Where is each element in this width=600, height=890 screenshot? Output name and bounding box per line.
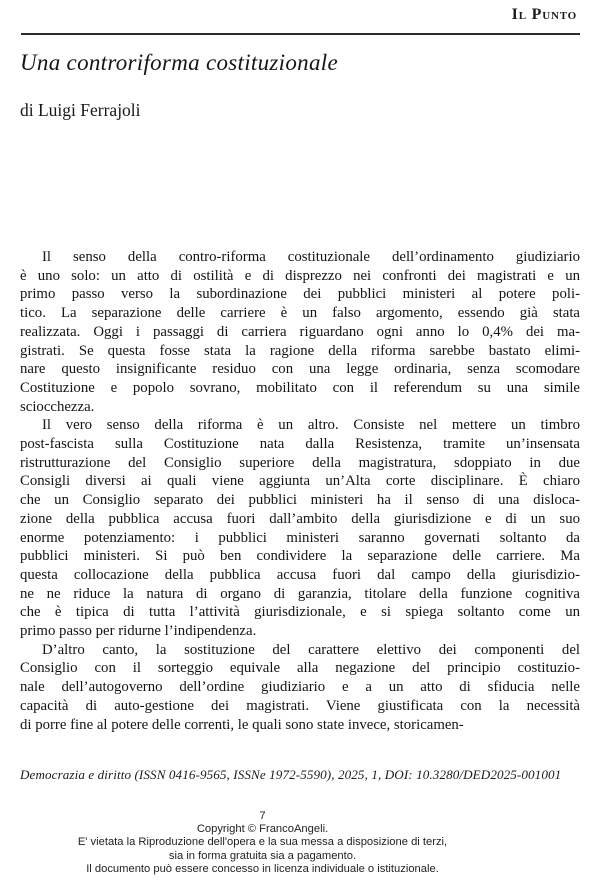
author-byline: di Luigi Ferrajoli [20, 100, 141, 120]
body-line: nare questo insignificante residuo con una legge ordinaria, senza scomodare [20, 361, 580, 378]
body-line: questa collocazione della pubblica accusa fuori dal campo della giurisdizio- [20, 566, 580, 583]
body-line: Costituzione e popolo sovrano, mobilitato con il referendum su una simile [20, 379, 580, 396]
page-title: Una controriforma costituzionale [20, 50, 338, 75]
body-line: capacità di auto-gestione dei magistrati. Viene giustificata con la necessità [20, 697, 580, 714]
body-line: D’altro canto, la sostituzione del carattere elettivo dei componenti del [42, 641, 580, 658]
body-line: primo passo verso la subordinazione dei pubblici ministeri al potere poli- [20, 286, 580, 303]
body-text [20, 248, 580, 734]
body-line: sciocchezza. [20, 398, 95, 415]
body-line: zione della pubblica accusa fuori dall’ambito della giurisdizione e di un suo [20, 510, 580, 527]
journal-citation-line: Democrazia e diritto (ISSN 0416-9565, ISSNe 1972-5590), 2025, 1, DOI: 10.3280/DED2025-001001 [20, 767, 562, 782]
running-head: Il Punto [511, 6, 577, 23]
copyright-line: Copyright © FrancoAngeli. [196, 823, 329, 836]
body-line: post-fascista sulla Costituzione nata dalla Resistenza, tramite un’insensata [20, 436, 580, 453]
body-line: tico. La separazione delle carriere è un falso argomento, essendo già stata [20, 305, 580, 322]
page-number: 7 [259, 810, 266, 822]
body-line: ristrutturazione del Consiglio superiore della magistratura, sdoppiato in due [20, 454, 580, 471]
copyright-line: E' vietata la Riproduzione dell'opera e la sua messa a disposizione di terzi, [77, 836, 448, 849]
body-line: primo passo per ridurne l’indipendenza. [20, 623, 257, 640]
body-line: pubblici ministeri. Si può ben condividere la separazione delle carriere. Ma [20, 548, 580, 565]
body-line: enorme potenziamento: i pubblici ministeri saranno governati soltanto da [20, 529, 580, 546]
paragraph [20, 416, 580, 640]
body-line: che è tipica di tutta l’attività giurisdizionale, e si spiega soltanto come un [20, 604, 580, 621]
body-line: Il vero senso della riforma è un altro. Consiste nel mettere un timbro [42, 417, 580, 434]
body-line: di porre fine al potere delle correnti, le quali sono state invece, storicamen- [20, 716, 464, 733]
paragraph [20, 248, 580, 416]
paragraph [20, 641, 580, 735]
body-line: ne ne riduce la natura di organo di garanzia, titolare della funzione cognitiva [20, 585, 580, 602]
body-line: Consigli diversi ai quali viene aggiunta un’Alta corte disciplinare. È chiaro [20, 473, 580, 490]
header-rule [21, 33, 580, 35]
body-line: che un Consiglio separato dei pubblici ministeri ha il senso di una disloca- [20, 492, 580, 509]
body-line: Consiglio con il sorteggio equivale alla negazione del principio costituzio- [20, 660, 580, 677]
copyright-line: sia in forma gratuita sia a pagamento. [168, 849, 357, 862]
body-line: Il senso della contro-riforma costituzionale dell’ordinamento giudiziario [42, 249, 580, 265]
body-line: nale dell’autogoverno dell’ordine giudiziario e a un atto di sfiducia nelle [20, 679, 580, 696]
copyright-block [0, 810, 525, 876]
body-line: realizzata. Oggi i passaggi di carriera riguardano ogni anno lo 0,4% dei ma- [20, 323, 580, 340]
body-line: è uno solo: un atto di ostilità e di disprezzo nei confronti dei magistrati e un [20, 267, 580, 284]
copyright-line: Il documento può essere concesso in licenza individuale o istituzionale. [86, 862, 439, 875]
body-line: gistrati. Se questa fosse stata la ragione della riforma sarebbe bastato elimi- [20, 342, 580, 359]
